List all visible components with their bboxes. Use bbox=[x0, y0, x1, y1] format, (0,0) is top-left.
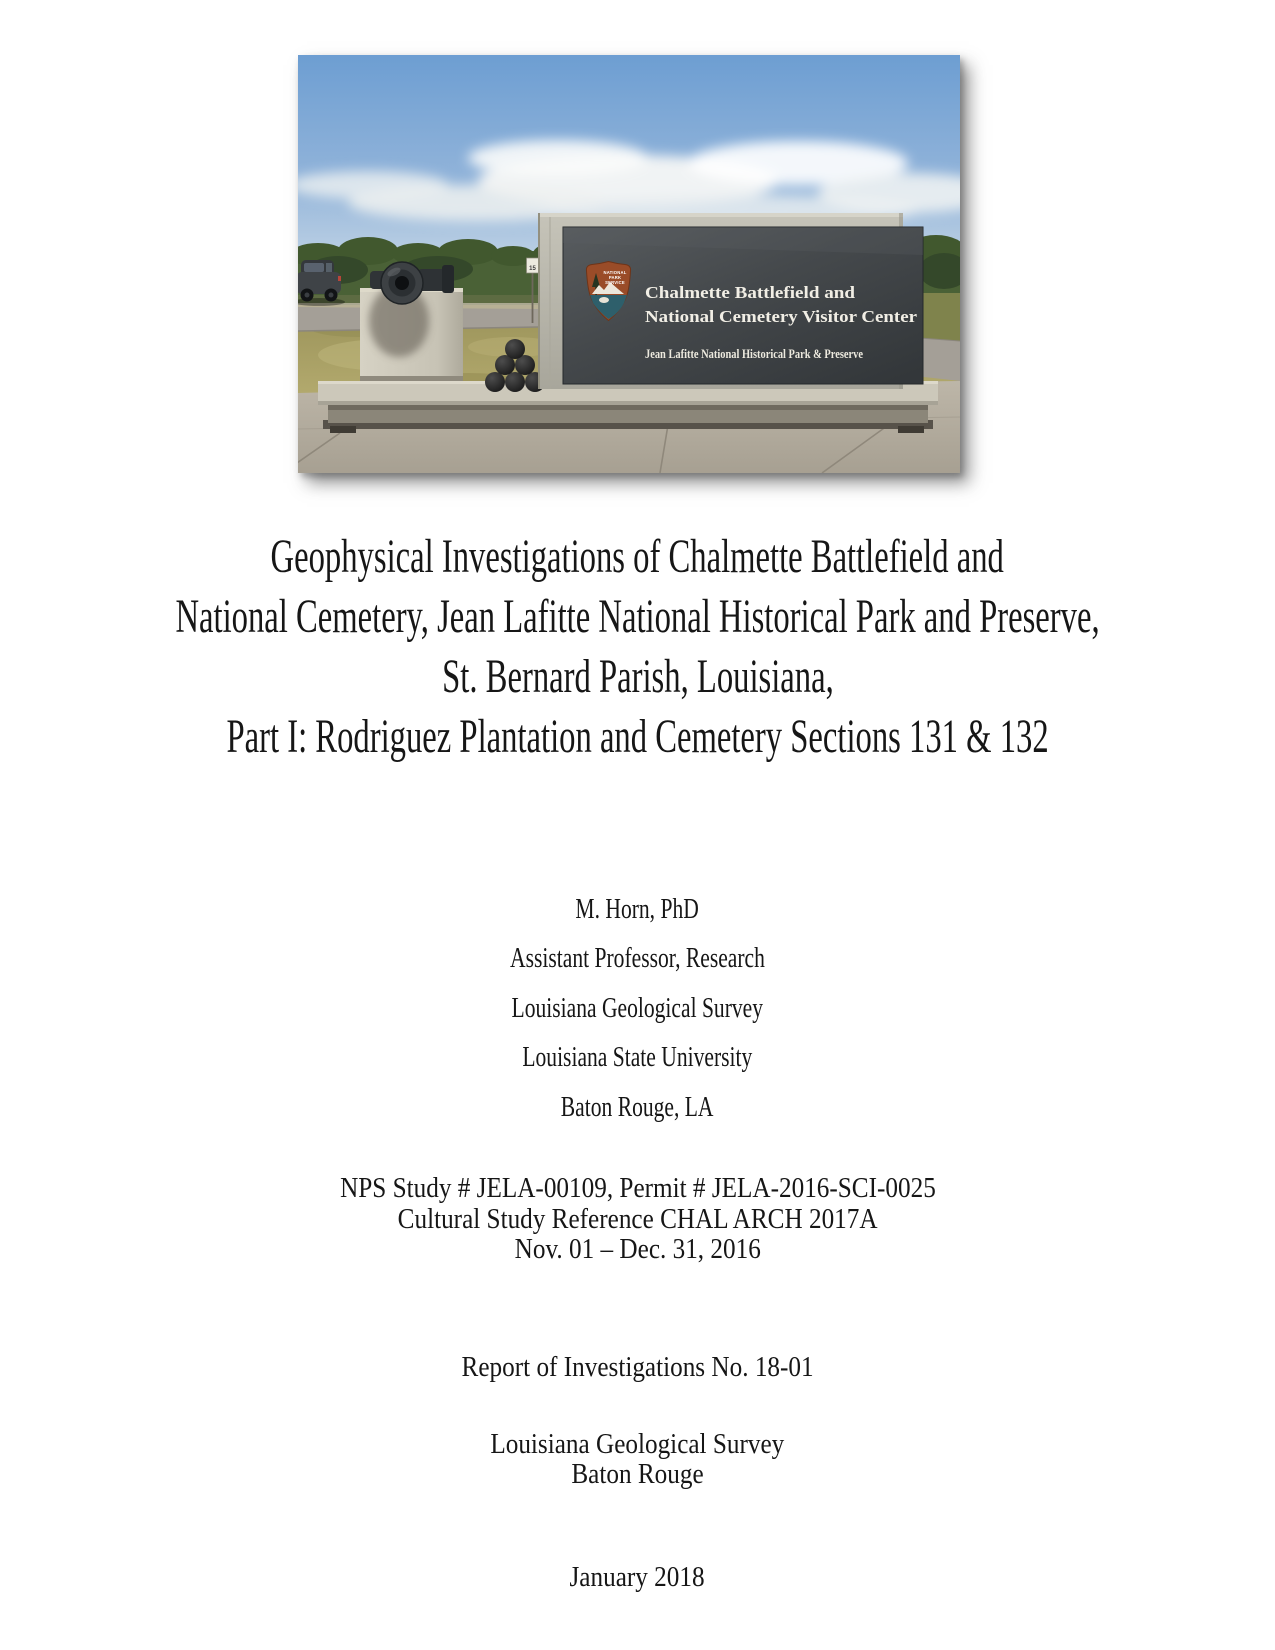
publication-date-text: January 2018 bbox=[569, 1562, 706, 1593]
title-line-2 bbox=[0, 586, 1275, 646]
author-name bbox=[0, 885, 1275, 935]
logo-text-national: NATIONAL bbox=[603, 270, 627, 275]
author-university bbox=[0, 1034, 1275, 1084]
publisher-name-text: Louisiana Geological Survey bbox=[490, 1429, 785, 1460]
author-title-text: Assistant Professor, Research bbox=[510, 943, 765, 975]
cultural-reference-text: Cultural Study Reference CHAL ARCH 2017A bbox=[397, 1203, 878, 1235]
title-line-4-text: Part I: Rodriguez Plantation and Cemetery Sections 131 & 132 bbox=[226, 709, 1049, 763]
publication-date-block bbox=[0, 1563, 1275, 1593]
title-line-3 bbox=[0, 646, 1275, 706]
report-number-line bbox=[0, 1353, 1275, 1383]
author-university-text: Louisiana State University bbox=[522, 1042, 753, 1074]
publisher-city-line bbox=[0, 1460, 1275, 1490]
report-number-text: Report of Investigations No. 18-01 bbox=[461, 1352, 814, 1383]
publication-date-line bbox=[0, 1563, 1275, 1593]
author-name-text: M. Horn, PhD bbox=[575, 893, 700, 925]
logo-text-park: PARK bbox=[608, 275, 622, 280]
study-info-block bbox=[0, 1174, 1275, 1266]
report-number-block bbox=[0, 1353, 1275, 1383]
author-block bbox=[0, 885, 1275, 1133]
title-line-4 bbox=[0, 706, 1275, 766]
author-title bbox=[0, 935, 1275, 985]
study-permit-line bbox=[0, 1174, 1275, 1205]
author-city-text: Baton Rouge, LA bbox=[561, 1091, 714, 1123]
author-organization-text: Louisiana Geological Survey bbox=[511, 992, 764, 1024]
sign-title-line-2: National Cemetery Visitor Center bbox=[645, 307, 918, 326]
field-date-range-line bbox=[0, 1235, 1275, 1266]
sign-title-line-1: Chalmette Battlefield and bbox=[645, 283, 856, 302]
cover-photo bbox=[298, 55, 960, 473]
study-permit-text: NPS Study # JELA-00109, Permit # JELA-2016-SCI-0025 bbox=[339, 1173, 936, 1205]
logo-text-service: SERVICE bbox=[605, 280, 625, 285]
title-line-1-text: Geophysical Investigations of Chalmette Battlefield and bbox=[270, 529, 1005, 583]
publisher-city-text: Baton Rouge bbox=[571, 1459, 704, 1490]
title-line-3-text: St. Bernard Parish, Louisiana, bbox=[441, 649, 834, 703]
cultural-reference-line bbox=[0, 1205, 1275, 1236]
sign-subtitle: Jean Lafitte National Historical Park & Preserve bbox=[645, 347, 864, 361]
title-line-2-text: National Cemetery, Jean Lafitte National Historical Park and Preserve, bbox=[175, 589, 1100, 643]
field-date-range-text: Nov. 01 – Dec. 31, 2016 bbox=[514, 1234, 761, 1266]
publisher-block bbox=[0, 1430, 1275, 1490]
publisher-name-line bbox=[0, 1430, 1275, 1460]
report-title bbox=[0, 526, 1275, 766]
speed-limit-value: 15 bbox=[529, 266, 536, 272]
author-organization bbox=[0, 984, 1275, 1034]
author-city bbox=[0, 1083, 1275, 1133]
title-line-1 bbox=[0, 526, 1275, 586]
